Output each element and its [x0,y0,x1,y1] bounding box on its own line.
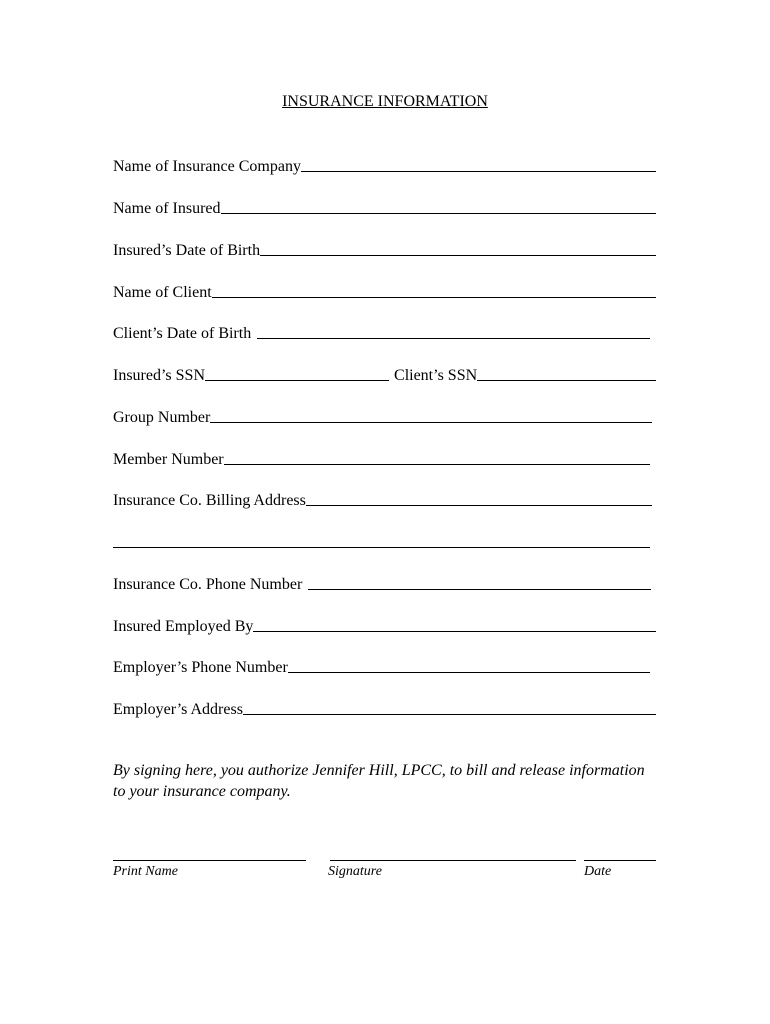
name-of-client-line[interactable] [212,297,656,298]
insurance-phone-label: Insurance Co. Phone Number [113,576,303,593]
group-number-line[interactable] [210,422,652,423]
insurance-company-line[interactable] [301,171,656,172]
name-of-insured-field[interactable] [113,196,656,218]
name-of-insured-line[interactable] [221,213,656,214]
client-dob-field[interactable] [113,321,650,343]
member-number-field[interactable] [113,447,650,469]
employer-phone-label: Employer’s Phone Number [113,659,288,676]
date-line[interactable] [584,860,656,861]
name-of-insured-label: Name of Insured [113,200,221,217]
billing-address-label: Insurance Co. Billing Address [113,492,306,509]
employer-phone-line[interactable] [288,672,650,673]
billing-address-line-2[interactable] [113,547,650,548]
client-ssn-line[interactable] [477,380,656,381]
member-number-label: Member Number [113,451,224,468]
client-ssn-label: Client’s SSN [394,367,478,384]
insurance-company-label: Name of Insurance Company [113,158,301,175]
page-title: INSURANCE INFORMATION [282,93,488,110]
ssn-row [113,363,656,385]
billing-address-field[interactable] [113,488,652,510]
signature-label: Signature [328,864,382,879]
insured-ssn-label: Insured’s SSN [113,367,206,384]
insured-ssn-line[interactable] [205,380,389,381]
insured-dob-line[interactable] [260,255,656,256]
member-number-line[interactable] [224,464,650,465]
insured-employed-by-label: Insured Employed By [113,618,254,635]
employer-address-line[interactable] [243,714,656,715]
employer-address-label: Employer’s Address [113,701,243,718]
insured-employed-by-field[interactable] [113,614,656,636]
signature-line[interactable] [330,860,576,861]
insurance-company-field[interactable] [113,154,656,176]
print-name-line[interactable] [113,860,306,861]
employer-phone-field[interactable] [113,655,650,677]
insured-dob-label: Insured’s Date of Birth [113,242,261,259]
print-name-label: Print Name [113,864,178,879]
name-of-client-field[interactable] [113,280,656,302]
client-dob-label: Client’s Date of Birth [113,325,252,342]
client-dob-line[interactable] [257,338,650,339]
date-label: Date [584,864,612,879]
insurance-phone-field[interactable] [113,572,651,594]
billing-address-line[interactable] [306,505,652,506]
group-number-label: Group Number [113,409,211,426]
insured-employed-by-line[interactable] [253,631,656,632]
consent-statement: By signing here, you authorize Jennifer Hill, LPCC, to bill and release information to your insurance company. [113,762,645,800]
billing-address-continued-field[interactable] [113,530,650,552]
insured-dob-field[interactable] [113,238,656,260]
insurance-phone-line[interactable] [308,589,651,590]
employer-address-field[interactable] [113,697,656,719]
name-of-client-label: Name of Client [113,284,212,301]
group-number-field[interactable] [113,405,652,427]
